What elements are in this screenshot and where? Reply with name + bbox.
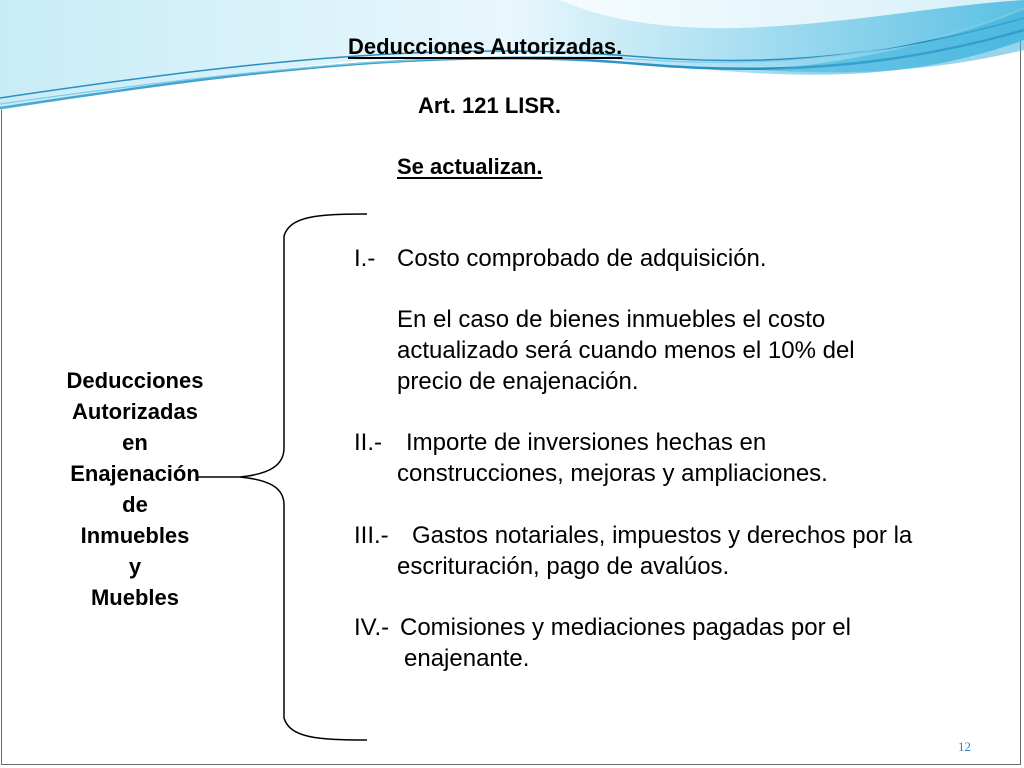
item-4-text-cont: enajenante. bbox=[404, 645, 530, 672]
slide-title: Deducciones Autorizadas. bbox=[348, 34, 623, 59]
left-label-line: Enajenación bbox=[70, 461, 200, 486]
left-label-line: Autorizadas bbox=[72, 399, 198, 424]
item-3-number: III.- bbox=[354, 522, 389, 549]
article-reference: Art. 121 LISR. bbox=[418, 93, 562, 118]
item-4-number: IV.- bbox=[354, 614, 390, 641]
item-2-text: Importe de inversiones hechas en bbox=[406, 429, 767, 456]
left-label-line: Muebles bbox=[90, 585, 180, 610]
item-1-text: Costo comprobado de adquisición. bbox=[397, 245, 767, 272]
left-label-line: y bbox=[128, 554, 142, 579]
item-1-note-line: En el caso de bienes inmuebles el costo bbox=[397, 306, 826, 333]
left-label-line: en bbox=[122, 430, 148, 455]
item-4-text: Comisiones y mediaciones pagadas por el bbox=[400, 614, 851, 641]
item-3-text-cont: escrituración, pago de avalúos. bbox=[397, 553, 730, 580]
item-1-note-line: actualizado será cuando menos el 10% del bbox=[397, 337, 855, 364]
item-1-number: I.- bbox=[354, 245, 376, 272]
item-3-text: Gastos notariales, impuestos y derechos por la bbox=[412, 522, 913, 549]
left-label-line: Deducciones bbox=[66, 368, 204, 393]
slide-subtitle: Se actualizan. bbox=[397, 154, 543, 179]
item-2-text-cont: construcciones, mejoras y ampliaciones. bbox=[397, 460, 828, 487]
item-1-note-line: precio de enajenación. bbox=[397, 368, 639, 395]
item-2-number: II.- bbox=[354, 429, 382, 456]
left-label-line: Inmuebles bbox=[80, 523, 190, 548]
left-label-line: de bbox=[122, 492, 148, 517]
page-number: 12 bbox=[958, 739, 971, 754]
